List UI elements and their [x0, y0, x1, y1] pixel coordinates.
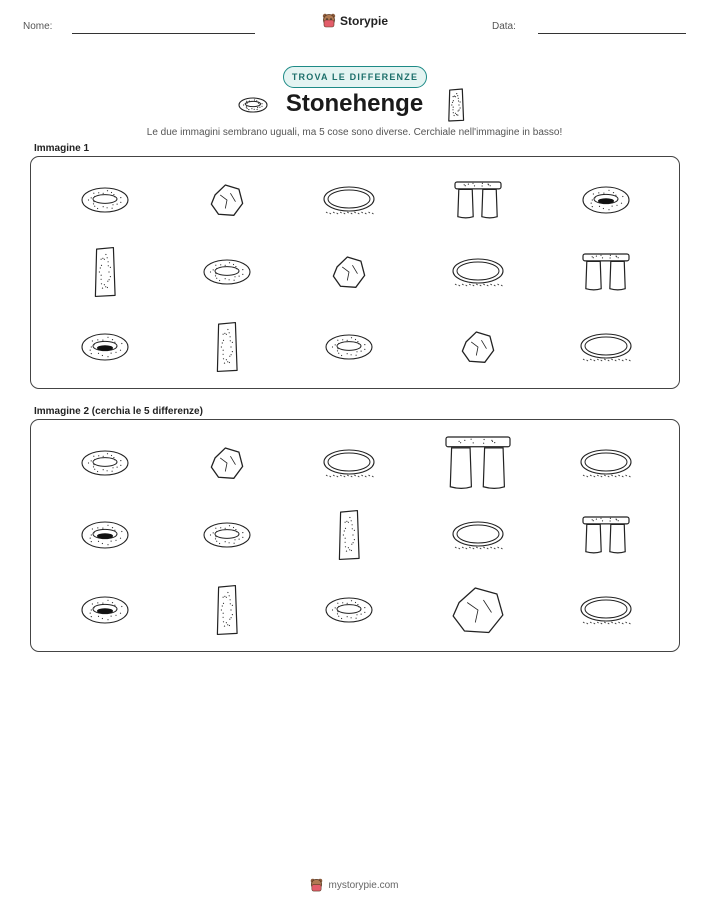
stone-circle-icon-drawing [322, 448, 376, 478]
stone-circle-icon[interactable] [579, 448, 633, 478]
boulder-icon-drawing [332, 255, 366, 289]
stone-ring-hole-icon-drawing [81, 333, 129, 361]
standing-stone-icon-drawing [215, 321, 239, 373]
boulder-icon [461, 330, 495, 364]
stone-ring-icon[interactable] [81, 450, 129, 476]
stone-circle-icon-drawing [579, 332, 633, 362]
name-field[interactable] [72, 33, 255, 34]
brand-name: Storypie [340, 13, 389, 28]
image2-panel[interactable] [30, 419, 680, 652]
boulder-icon[interactable] [451, 585, 505, 635]
activity-badge: TROVA LE DIFFERENZE [283, 66, 427, 88]
stone-ring-icon-drawing [325, 597, 373, 623]
standing-stone-icon-drawing [93, 246, 117, 298]
image1-panel [30, 156, 680, 389]
footer-bear-icon [310, 878, 323, 892]
trilithon-icon[interactable] [445, 436, 511, 490]
standing-stone-icon[interactable] [337, 509, 361, 561]
boulder-icon-drawing [210, 183, 244, 217]
stone-ring-hole-icon [582, 186, 630, 214]
stone-circle-icon[interactable] [451, 520, 505, 550]
stone-ring-hole-icon-drawing [582, 186, 630, 214]
standing-stone-icon-drawing [215, 584, 239, 636]
stone-circle-icon [579, 332, 633, 362]
trilithon-icon-drawing [445, 436, 511, 490]
stone-ring-hole-icon[interactable] [81, 521, 129, 549]
stone-circle-icon-drawing [579, 595, 633, 625]
boulder-icon [210, 183, 244, 217]
storypie-logo [322, 13, 388, 28]
stone-ring-icon-drawing [325, 334, 373, 360]
trilithon-icon-drawing [582, 516, 630, 554]
instructions: Le due immagini sembrano uguali, ma 5 cose sono diverse. Cerchiale nell'immagine in basso! [146, 127, 563, 138]
stone-circle-icon [322, 185, 376, 215]
stone-ring-hole-icon-drawing [81, 521, 129, 549]
boulder-icon-drawing [461, 330, 495, 364]
stone-circle-icon[interactable] [579, 595, 633, 625]
stone-ring-icon-drawing [203, 259, 251, 285]
stone-ring-hole-icon[interactable] [81, 596, 129, 624]
standing-stone-icon [215, 321, 239, 373]
stone-ring-icon [203, 259, 251, 285]
date-field[interactable] [538, 33, 686, 34]
stone-ring-icon[interactable] [203, 522, 251, 548]
stone-ring-icon [325, 334, 373, 360]
stone-circle-icon [451, 257, 505, 287]
standing-stone-icon-drawing [337, 509, 361, 561]
trilithon-icon-drawing [582, 253, 630, 291]
trilithon-icon[interactable] [582, 516, 630, 554]
panel1-label: Immagine 1 [34, 143, 90, 154]
title-stone-icon [447, 88, 465, 127]
standing-stone-icon [93, 246, 117, 298]
date-label: Data: [492, 21, 516, 32]
boulder-icon[interactable] [210, 446, 244, 480]
trilithon-icon-drawing [454, 181, 502, 219]
stone-ring-icon[interactable] [325, 597, 373, 623]
stone-circle-icon-drawing [579, 448, 633, 478]
stone-circle-icon-drawing [451, 257, 505, 287]
stone-ring-icon [81, 187, 129, 213]
stone-ring-icon-drawing [203, 522, 251, 548]
boulder-icon [332, 255, 366, 289]
footer-site[interactable]: mystorypie.com [328, 879, 399, 891]
stone-circle-icon-drawing [322, 185, 376, 215]
stone-circle-icon[interactable] [322, 448, 376, 478]
stone-circle-icon-drawing [451, 520, 505, 550]
stone-ring-hole-icon-drawing [81, 596, 129, 624]
panel2-label: Immagine 2 (cerchia le 5 differenze) [34, 406, 203, 417]
stone-ring-hole-icon [81, 333, 129, 361]
standing-stone-icon[interactable] [215, 584, 239, 636]
bear-mascot-icon [322, 13, 336, 28]
footer [0, 878, 709, 892]
boulder-icon-drawing [451, 585, 505, 635]
name-label: Nome: [23, 21, 53, 32]
stone-ring-icon-drawing [81, 450, 129, 476]
trilithon-icon [454, 181, 502, 219]
page-title: Stonehenge [285, 90, 424, 117]
trilithon-icon [582, 253, 630, 291]
boulder-icon-drawing [210, 446, 244, 480]
stone-ring-icon-drawing [81, 187, 129, 213]
